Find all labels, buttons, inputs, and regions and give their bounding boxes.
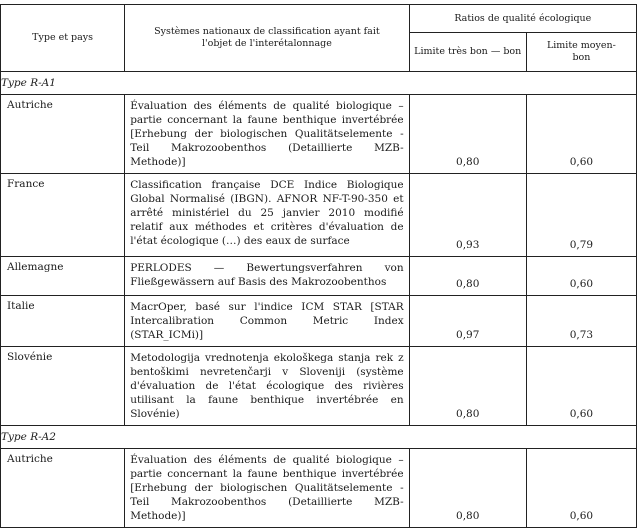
- system-cell: Évaluation des éléments de qualité biologique – partie concernant la faune benthique invertébrée [Erhebung der biologischen Qualitätselemente - Teil Makrozoobenthos (Detaillierte MZB-Methode)]: [125, 449, 409, 528]
- system-cell: PERLODES — Bewertungsverfahren von Fließgewässern auf Basis des Makrozoobenthos: [125, 257, 409, 296]
- country-cell: France: [1, 174, 125, 257]
- moderate-good-value: 0,60: [526, 95, 636, 174]
- moderate-good-value: 0,60: [526, 449, 636, 528]
- country-cell: Autriche: [1, 449, 125, 528]
- country-cell: Allemagne: [1, 257, 125, 296]
- moderate-good-value: 0,73: [526, 296, 636, 347]
- header-type-country: Type et pays: [1, 5, 125, 72]
- moderate-good-value: 0,79: [526, 174, 636, 257]
- country-cell: Italie: [1, 296, 125, 347]
- type-row: [1, 72, 637, 95]
- table-row: [1, 257, 637, 296]
- header-ratios: Ratios de qualité écologique: [409, 5, 636, 33]
- moderate-good-value: 0,60: [526, 257, 636, 296]
- country-cell: Autriche: [1, 95, 125, 174]
- high-good-value: 0,80: [409, 347, 526, 426]
- high-good-value: 0,80: [409, 257, 526, 296]
- table-row: [1, 95, 637, 174]
- table-row: [1, 296, 637, 347]
- moderate-good-value: 0,60: [526, 347, 636, 426]
- ecological-quality-ratios-table: [0, 4, 637, 528]
- high-good-value: 0,80: [409, 449, 526, 528]
- type-label: Type R-A1: [1, 72, 637, 95]
- system-cell: MacrOper, basé sur l'indice ICM STAR [STAR Intercalibration Common Metric Index (STAR_ICMi)]: [125, 296, 409, 347]
- header-systems: Systèmes nationaux de classification ayant fait l'objet de l'interétalonnage: [125, 5, 409, 72]
- high-good-value: 0,93: [409, 174, 526, 257]
- system-cell: Classification française DCE Indice Biologique Global Normalisé (IBGN). AFNOR NF-T-90-350 et arrêté ministériel du 25 janvier 2010 modifié relatif aux méthodes et critères d'évaluation de l'état écologique (…) des eaux de surface: [125, 174, 409, 257]
- table-row: [1, 174, 637, 257]
- header-limit-moderate-good: Limite moyen-bon: [526, 33, 636, 72]
- table-row: [1, 347, 637, 426]
- country-cell: Slovénie: [1, 347, 125, 426]
- high-good-value: 0,80: [409, 95, 526, 174]
- high-good-value: 0,97: [409, 296, 526, 347]
- type-label: Type R-A2: [1, 426, 637, 449]
- table-row: [1, 449, 637, 528]
- header-limit-high-good: Limite très bon — bon: [409, 33, 526, 72]
- type-row: [1, 426, 637, 449]
- system-cell: Évaluation des éléments de qualité biologique – partie concernant la faune benthique invertébrée [Erhebung der biologischen Qualitätselemente - Teil Makrozoobenthos (Detaillierte MZB-Methode)]: [125, 95, 409, 174]
- system-cell: Metodologija vrednotenja ekološkega stanja rek z bentoškimi nevretenčarji v Sloveniji (système d'évaluation de l'état écologique des rivières utilisant la faune benthique invertébrée en Slovénie): [125, 347, 409, 426]
